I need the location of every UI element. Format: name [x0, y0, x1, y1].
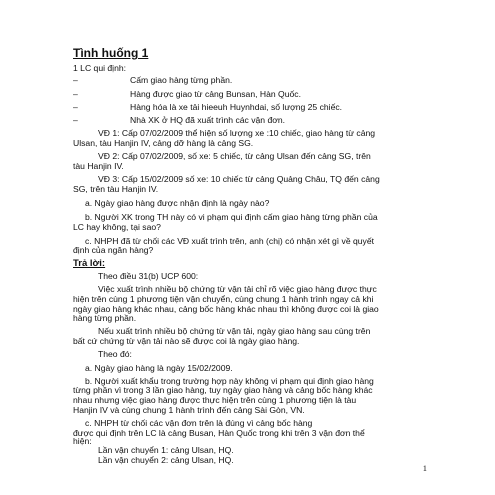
answer-b-line: từng phần vì trong 3 lần giao hàng, tuy ngày giao hàng và cảng bốc hàng khác: [73, 385, 373, 396]
answer-c-line: được qui định trên LC là cảng Busan, Hàn Quốc trong khi trên 3 vận đơn thể: [73, 427, 365, 438]
trip-line: Lần vận chuyển 2: cảng Ulsan, HQ.: [98, 455, 234, 465]
condition-item: Hàng được giao từ cảng Bunsan, Hàn Quốc.: [130, 88, 301, 99]
bill-line: VĐ 2: Cấp 07/02/2009, số xe: 5 chiếc, từ cảng Ulsan đến cảng SG, trên: [98, 151, 371, 162]
bill-line: Ulsan, tàu Hanjin IV, cảng dỡ hàng là cảng SG.: [73, 137, 254, 148]
page-number: 1: [422, 463, 427, 473]
case-heading: Tình huống 1: [73, 46, 149, 60]
condition-item: Nhà XK ở HQ đã xuất trình các vận đơn.: [130, 115, 286, 125]
according-label: Theo đó:: [98, 349, 132, 360]
answer-reference: Theo điều 31(b) UCP 600:: [98, 270, 199, 281]
condition-item: Hàng hóa là xe tải hieeuh Huynhdai, số lượng 25 chiếc.: [130, 101, 343, 112]
condition-marker: –: [73, 101, 78, 112]
answer-paragraph-line: Nếu xuất trình nhiều bộ chứng từ vận tải, ngày giao hàng sau cùng trên: [98, 326, 371, 337]
condition-marker: –: [73, 75, 78, 86]
answer-heading: Trả lời:: [73, 257, 106, 269]
condition-marker: –: [73, 115, 78, 125]
answer-c-line: c. NHPH từ chối các vận đơn trên là đúng vì cảng bốc hàng: [85, 418, 313, 428]
condition-item: Cấm giao hàng từng phần.: [130, 75, 233, 86]
condition-marker: –: [73, 88, 78, 99]
lc-intro: 1 LC qui định:: [73, 63, 127, 73]
question-line: a. Ngày giao hàng được nhận định là ngày nào?: [85, 197, 270, 208]
answer-a: a. Ngày giao hàng là ngày 15/02/2009.: [85, 362, 233, 373]
answer-paragraph-line: hàng từng phần.: [73, 313, 137, 324]
question-line: định của ngân hàng?: [73, 245, 154, 256]
question-line: LC hay không, tại sao?: [73, 221, 161, 232]
question-line: b. Người XK trong TH này có vi phạm qui định cấm giao hàng từng phần của: [85, 211, 378, 222]
answer-c-line: hiện:: [73, 435, 92, 446]
bill-line: VĐ 1: Cấp 07/02/2009 thể hiện số lượng xe :10 chiếc, giao hàng từ cảng: [98, 128, 376, 139]
answer-paragraph-line: ngày giao hàng khác nhau, cảng bốc hàng khác nhau thì không được coi là giao: [73, 303, 379, 314]
bill-line: SG, trên tàu Hanjin IV.: [73, 183, 159, 194]
bill-line: VĐ 3: Cấp 15/02/2009 số xe: 10 chiếc từ cảng Quảng Châu, TQ đến cảng: [98, 174, 380, 184]
bill-line: tàu Hanjin IV.: [73, 160, 124, 171]
answer-paragraph-line: hiện trên cùng 1 phương tiện vận chuyển, cùng chung 1 hành trình ngay cả khi: [73, 293, 374, 304]
trip-line: Lần vận chuyển 1: cảng Ulsan, HQ.: [98, 445, 234, 456]
answer-b-line: b. Người xuất khẩu trong trường hợp này không vi phạm qui định giao hàng: [85, 375, 374, 386]
question-line: c. NHPH đã từ chối các VĐ xuất trình trên, anh (chị) có nhận xét gì về quyết: [85, 235, 375, 246]
answer-b-line: nhau nhưng việc giao hàng được thực hiện trên cùng 1 phương tiện là tàu: [73, 395, 357, 406]
answer-paragraph-line: Việc xuất trình nhiều bộ chứng từ vận tải chỉ rõ việc giao hàng được thực: [98, 284, 377, 295]
answer-b-line: Hanjin IV và cùng chung 1 hành trình đến cảng Sài Gòn, VN.: [73, 404, 305, 415]
answer-paragraph-line: bất cứ chứng từ vận tải nào sẽ được coi là ngày giao hàng.: [73, 336, 300, 347]
